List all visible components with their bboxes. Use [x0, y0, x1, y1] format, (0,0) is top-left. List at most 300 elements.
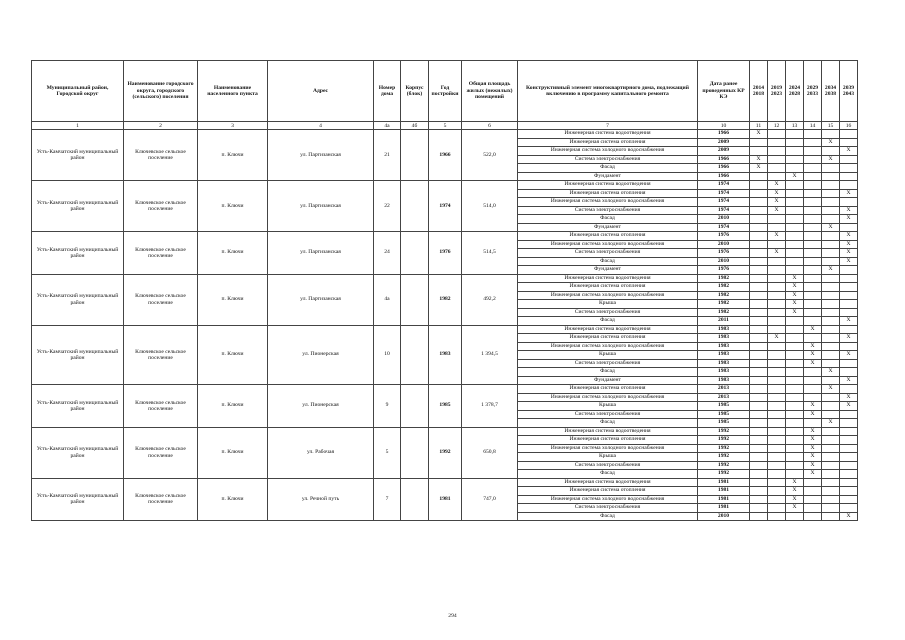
element-name-cell: Фундамент	[518, 376, 698, 385]
prior-repair-date-cell: 1992	[698, 453, 750, 462]
period-cell	[786, 257, 804, 266]
period-cell	[822, 300, 840, 309]
period-cell	[786, 419, 804, 428]
element-name-cell: Система электроснабжения	[518, 155, 698, 164]
period-cell	[750, 419, 768, 428]
period-cell	[840, 368, 858, 377]
prior-repair-date-cell: 2013	[698, 393, 750, 402]
locality-cell: п. Ключи	[198, 478, 268, 521]
period-mark-cell: X	[768, 232, 786, 241]
period-cell	[750, 436, 768, 445]
area-cell: 514,5	[462, 232, 518, 275]
element-name-cell: Инженерная система холодного водоснабжения	[518, 240, 698, 249]
prior-repair-date-cell: 1983	[698, 376, 750, 385]
period-cell	[786, 130, 804, 139]
header-cell: Номер дома	[374, 61, 401, 122]
period-cell	[768, 385, 786, 394]
period-cell	[768, 436, 786, 445]
prior-repair-date-cell: 1983	[698, 325, 750, 334]
prior-repair-date-cell: 2009	[698, 138, 750, 147]
table-row	[32, 232, 858, 241]
prior-repair-date-cell: 2010	[698, 215, 750, 224]
period-cell	[750, 147, 768, 156]
period-cell	[786, 189, 804, 198]
prior-repair-date-cell: 2009	[698, 147, 750, 156]
period-cell	[840, 274, 858, 283]
period-cell	[840, 359, 858, 368]
element-name-cell: Фасад	[518, 419, 698, 428]
period-cell	[750, 317, 768, 326]
build-year-cell: 1985	[429, 385, 462, 428]
header-cell: Адрес	[268, 61, 374, 122]
house-number-cell: 21	[374, 130, 401, 181]
prior-repair-date-cell: 1981	[698, 504, 750, 513]
period-cell	[804, 215, 822, 224]
period-cell	[786, 181, 804, 190]
period-cell	[804, 155, 822, 164]
period-cell	[768, 478, 786, 487]
period-mark-cell: X	[822, 368, 840, 377]
element-name-cell: Фундамент	[518, 172, 698, 181]
area-cell: 514,0	[462, 181, 518, 232]
prior-repair-date-cell: 1983	[698, 368, 750, 377]
column-number: 4б	[401, 122, 429, 130]
period-cell	[768, 308, 786, 317]
period-cell	[786, 512, 804, 521]
period-cell	[750, 334, 768, 343]
period-cell	[768, 393, 786, 402]
column-number-row	[32, 122, 858, 130]
element-name-cell: Система электроснабжения	[518, 461, 698, 470]
period-cell	[822, 249, 840, 258]
header-cell: Наименование населенного пункта	[198, 61, 268, 122]
period-cell	[750, 189, 768, 198]
period-cell	[786, 351, 804, 360]
settlement-cell: Ключевское сельское поселение	[124, 232, 198, 275]
period-cell	[750, 495, 768, 504]
header-cell: 2034 2038	[822, 61, 840, 122]
block-cell	[401, 325, 429, 385]
header-cell: 2039 2043	[840, 61, 858, 122]
period-cell	[786, 240, 804, 249]
address-cell: ул. Пионерская	[268, 385, 374, 428]
period-cell	[750, 453, 768, 462]
period-cell	[786, 164, 804, 173]
prior-repair-date-cell: 1983	[698, 351, 750, 360]
period-mark-cell: X	[786, 283, 804, 292]
period-cell	[822, 461, 840, 470]
period-cell	[786, 266, 804, 275]
period-cell	[768, 223, 786, 232]
period-cell	[750, 368, 768, 377]
build-year-cell: 1982	[429, 274, 462, 325]
period-mark-cell: X	[804, 436, 822, 445]
period-mark-cell: X	[840, 232, 858, 241]
period-mark-cell: X	[840, 376, 858, 385]
column-number: 3	[198, 122, 268, 130]
element-name-cell: Инженерная система холодного водоснабжения	[518, 198, 698, 207]
capital-repair-table	[31, 60, 858, 521]
house-number-cell: 9	[374, 385, 401, 428]
period-cell	[750, 461, 768, 470]
period-cell	[804, 266, 822, 275]
period-cell	[822, 206, 840, 215]
address-cell: ул. Партизанская	[268, 181, 374, 232]
header-cell: Год постройки	[429, 61, 462, 122]
period-cell	[750, 308, 768, 317]
period-cell	[768, 266, 786, 275]
period-cell	[804, 317, 822, 326]
period-cell	[840, 283, 858, 292]
period-cell	[786, 138, 804, 147]
period-mark-cell: X	[786, 300, 804, 309]
period-cell	[750, 402, 768, 411]
period-cell	[840, 198, 858, 207]
prior-repair-date-cell: 1966	[698, 130, 750, 139]
period-cell	[804, 487, 822, 496]
address-cell: ул. Партизанская	[268, 232, 374, 275]
period-cell	[840, 308, 858, 317]
house-number-cell: 4а	[374, 274, 401, 325]
element-name-cell: Инженерная система отопления	[518, 487, 698, 496]
element-name-cell: Система электроснабжения	[518, 308, 698, 317]
header-row	[32, 61, 858, 122]
period-cell	[786, 444, 804, 453]
period-cell	[822, 351, 840, 360]
period-mark-cell: X	[804, 402, 822, 411]
area-cell: 650,8	[462, 427, 518, 478]
area-cell: 492,2	[462, 274, 518, 325]
period-cell	[768, 164, 786, 173]
period-mark-cell: X	[822, 155, 840, 164]
period-cell	[750, 274, 768, 283]
period-cell	[822, 470, 840, 479]
period-cell	[750, 487, 768, 496]
period-cell	[822, 189, 840, 198]
element-name-cell: Система электроснабжения	[518, 504, 698, 513]
period-mark-cell: X	[822, 266, 840, 275]
period-cell	[768, 402, 786, 411]
period-cell	[786, 453, 804, 462]
locality-cell: п. Ключи	[198, 130, 268, 181]
district-cell: Усть-Камчатский муниципальный район	[32, 130, 124, 181]
period-cell	[840, 495, 858, 504]
period-cell	[750, 351, 768, 360]
period-cell	[768, 138, 786, 147]
period-mark-cell: X	[804, 410, 822, 419]
header-cell: 2029 2033	[804, 61, 822, 122]
period-cell	[786, 410, 804, 419]
prior-repair-date-cell: 1992	[698, 427, 750, 436]
period-cell	[840, 410, 858, 419]
element-name-cell: Инженерная система отопления	[518, 385, 698, 394]
period-cell	[786, 470, 804, 479]
period-cell	[822, 164, 840, 173]
area-cell: 747,0	[462, 478, 518, 521]
header-cell: 2024 2028	[786, 61, 804, 122]
period-cell	[786, 215, 804, 224]
column-number: 13	[786, 122, 804, 130]
element-name-cell: Инженерная система холодного водоснабжения	[518, 393, 698, 402]
address-cell: ул. Партизанская	[268, 274, 374, 325]
prior-repair-date-cell: 2010	[698, 512, 750, 521]
column-number: 15	[822, 122, 840, 130]
period-cell	[768, 325, 786, 334]
period-cell	[786, 325, 804, 334]
column-number: 2	[124, 122, 198, 130]
period-cell	[840, 172, 858, 181]
period-cell	[804, 223, 822, 232]
period-cell	[804, 512, 822, 521]
period-cell	[804, 334, 822, 343]
period-cell	[768, 461, 786, 470]
period-mark-cell: X	[840, 402, 858, 411]
prior-repair-date-cell: 1982	[698, 291, 750, 300]
element-name-cell: Инженерная система холодного водоснабжения	[518, 495, 698, 504]
period-cell	[768, 427, 786, 436]
period-mark-cell: X	[786, 291, 804, 300]
area-cell: 522,0	[462, 130, 518, 181]
period-cell	[822, 393, 840, 402]
period-cell	[840, 504, 858, 513]
period-cell	[750, 325, 768, 334]
period-cell	[804, 504, 822, 513]
address-cell: ул. Рабочая	[268, 427, 374, 478]
block-cell	[401, 274, 429, 325]
period-cell	[768, 215, 786, 224]
prior-repair-date-cell: 1992	[698, 436, 750, 445]
period-mark-cell: X	[768, 181, 786, 190]
period-mark-cell: X	[840, 317, 858, 326]
header-cell: Конструктивный элемент многоквартирного дома, подлежащий включению в программу капитального ремонта	[518, 61, 698, 122]
period-cell	[750, 206, 768, 215]
period-cell	[768, 351, 786, 360]
period-cell	[750, 470, 768, 479]
period-cell	[804, 419, 822, 428]
period-cell	[822, 283, 840, 292]
period-mark-cell: X	[804, 342, 822, 351]
column-number: 6	[462, 122, 518, 130]
period-cell	[840, 164, 858, 173]
table-row	[32, 325, 858, 334]
period-cell	[750, 223, 768, 232]
period-cell	[750, 385, 768, 394]
address-cell: ул. Партизанская	[268, 130, 374, 181]
register-table-container	[31, 60, 857, 521]
period-cell	[822, 130, 840, 139]
element-name-cell: Инженерная система холодного водоснабжения	[518, 291, 698, 300]
period-cell	[840, 385, 858, 394]
period-cell	[822, 198, 840, 207]
element-name-cell: Система электроснабжения	[518, 249, 698, 258]
element-name-cell: Инженерная система водоотведения	[518, 274, 698, 283]
period-mark-cell: X	[840, 249, 858, 258]
period-mark-cell: X	[822, 138, 840, 147]
period-cell	[768, 317, 786, 326]
period-cell	[822, 359, 840, 368]
settlement-cell: Ключевское сельское поселение	[124, 478, 198, 521]
district-cell: Усть-Камчатский муниципальный район	[32, 274, 124, 325]
prior-repair-date-cell: 1974	[698, 206, 750, 215]
build-year-cell: 1983	[429, 325, 462, 385]
settlement-cell: Ключевское сельское поселение	[124, 130, 198, 181]
element-name-cell: Инженерная система отопления	[518, 138, 698, 147]
period-cell	[786, 206, 804, 215]
period-mark-cell: X	[804, 359, 822, 368]
district-cell: Усть-Камчатский муниципальный район	[32, 385, 124, 428]
period-mark-cell: X	[786, 495, 804, 504]
period-cell	[822, 444, 840, 453]
period-mark-cell: X	[840, 147, 858, 156]
build-year-cell: 1992	[429, 427, 462, 478]
period-cell	[750, 410, 768, 419]
period-cell	[840, 461, 858, 470]
block-cell	[401, 478, 429, 521]
prior-repair-date-cell: 2010	[698, 240, 750, 249]
period-cell	[840, 325, 858, 334]
period-cell	[822, 512, 840, 521]
prior-repair-date-cell: 1985	[698, 402, 750, 411]
column-number: 12	[768, 122, 786, 130]
element-name-cell: Крыша	[518, 402, 698, 411]
period-cell	[786, 385, 804, 394]
period-cell	[768, 291, 786, 300]
period-cell	[804, 232, 822, 241]
period-cell	[840, 130, 858, 139]
period-cell	[822, 495, 840, 504]
period-cell	[822, 453, 840, 462]
table-row	[32, 427, 858, 436]
period-mark-cell: X	[822, 385, 840, 394]
settlement-cell: Ключевское сельское поселение	[124, 385, 198, 428]
page-number: 294	[448, 613, 457, 619]
period-mark-cell: X	[786, 308, 804, 317]
period-cell	[768, 504, 786, 513]
prior-repair-date-cell: 1976	[698, 249, 750, 258]
table-row	[32, 130, 858, 139]
prior-repair-date-cell: 2011	[698, 317, 750, 326]
prior-repair-date-cell: 1974	[698, 181, 750, 190]
period-cell	[840, 266, 858, 275]
element-name-cell: Инженерная система отопления	[518, 283, 698, 292]
period-cell	[804, 376, 822, 385]
period-cell	[840, 419, 858, 428]
period-mark-cell: X	[786, 274, 804, 283]
prior-repair-date-cell: 1983	[698, 334, 750, 343]
period-cell	[804, 478, 822, 487]
period-cell	[822, 427, 840, 436]
period-cell	[768, 257, 786, 266]
period-cell	[768, 274, 786, 283]
locality-cell: п. Ключи	[198, 385, 268, 428]
period-cell	[822, 291, 840, 300]
prior-repair-date-cell: 1983	[698, 359, 750, 368]
element-name-cell: Система электроснабжения	[518, 206, 698, 215]
element-name-cell: Фасад	[518, 470, 698, 479]
house-number-cell: 22	[374, 181, 401, 232]
period-cell	[768, 495, 786, 504]
period-mark-cell: X	[768, 249, 786, 258]
element-name-cell: Фасад	[518, 257, 698, 266]
column-number: 4	[268, 122, 374, 130]
element-name-cell: Инженерная система холодного водоснабжения	[518, 342, 698, 351]
prior-repair-date-cell: 1974	[698, 198, 750, 207]
period-cell	[804, 495, 822, 504]
header-cell: Наименование городского округа, городского (сельского) поселения	[124, 61, 198, 122]
locality-cell: п. Ключи	[198, 181, 268, 232]
district-cell: Усть-Камчатский муниципальный район	[32, 181, 124, 232]
period-cell	[822, 402, 840, 411]
element-name-cell: Инженерная система водоотведения	[518, 325, 698, 334]
prior-repair-date-cell: 2010	[698, 257, 750, 266]
period-cell	[804, 274, 822, 283]
house-number-cell: 24	[374, 232, 401, 275]
period-cell	[840, 223, 858, 232]
prior-repair-date-cell: 1976	[698, 232, 750, 241]
period-cell	[786, 198, 804, 207]
period-cell	[822, 172, 840, 181]
prior-repair-date-cell: 1992	[698, 444, 750, 453]
period-mark-cell: X	[840, 240, 858, 249]
element-name-cell: Инженерная система холодного водоснабжения	[518, 147, 698, 156]
period-cell	[822, 334, 840, 343]
element-name-cell: Фасад	[518, 512, 698, 521]
period-cell	[750, 283, 768, 292]
period-mark-cell: X	[768, 334, 786, 343]
element-name-cell: Инженерная система отопления	[518, 436, 698, 445]
element-name-cell: Инженерная система отопления	[518, 189, 698, 198]
period-cell	[768, 419, 786, 428]
period-cell	[750, 300, 768, 309]
block-cell	[401, 130, 429, 181]
period-cell	[840, 138, 858, 147]
table-row	[32, 181, 858, 190]
period-cell	[750, 240, 768, 249]
period-mark-cell: X	[804, 325, 822, 334]
period-cell	[822, 342, 840, 351]
period-cell	[750, 359, 768, 368]
block-cell	[401, 385, 429, 428]
period-mark-cell: X	[768, 206, 786, 215]
prior-repair-date-cell: 1981	[698, 478, 750, 487]
period-mark-cell: X	[804, 461, 822, 470]
period-cell	[840, 291, 858, 300]
prior-repair-date-cell: 1985	[698, 419, 750, 428]
period-cell	[822, 240, 840, 249]
period-cell	[822, 325, 840, 334]
period-mark-cell: X	[804, 444, 822, 453]
house-number-cell: 10	[374, 325, 401, 385]
district-cell: Усть-Камчатский муниципальный район	[32, 427, 124, 478]
prior-repair-date-cell: 1966	[698, 172, 750, 181]
period-cell	[822, 147, 840, 156]
prior-repair-date-cell: 1981	[698, 495, 750, 504]
table-row	[32, 385, 858, 394]
period-cell	[786, 402, 804, 411]
period-mark-cell: X	[768, 198, 786, 207]
period-cell	[750, 342, 768, 351]
period-cell	[786, 223, 804, 232]
element-name-cell: Инженерная система водоотведения	[518, 427, 698, 436]
period-mark-cell: X	[768, 189, 786, 198]
period-cell	[804, 308, 822, 317]
element-name-cell: Фасад	[518, 215, 698, 224]
period-cell	[840, 444, 858, 453]
period-mark-cell: X	[804, 470, 822, 479]
period-mark-cell: X	[804, 453, 822, 462]
prior-repair-date-cell: 1982	[698, 274, 750, 283]
settlement-cell: Ключевское сельское поселение	[124, 181, 198, 232]
